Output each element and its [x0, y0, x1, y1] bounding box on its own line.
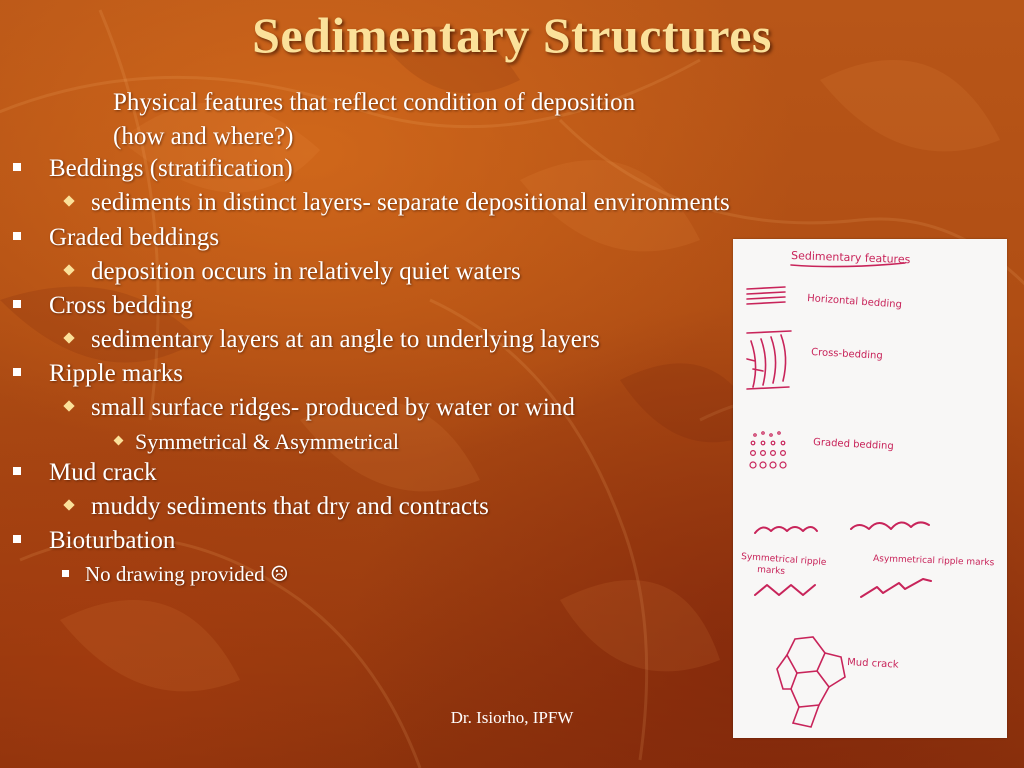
sub-bullet-item — [62, 326, 600, 354]
sketch-heading: Sedimentary features — [790, 249, 911, 267]
sub-bullet-label: No drawing provided ☹ — [85, 562, 289, 586]
diamond-bullet-icon — [114, 436, 124, 446]
bullet-item — [13, 459, 157, 487]
label-mud-crack: Mud crack — [846, 657, 899, 671]
bullet-item — [13, 155, 293, 183]
bullet-item — [13, 292, 193, 320]
slide-footer: Dr. Isiorho, IPFW — [450, 708, 574, 727]
diamond-bullet-icon — [63, 265, 74, 276]
sub-sub-bullet-label: Symmetrical & Asymmetrical — [135, 429, 399, 454]
sub-bullet-label: sediments in distinct layers- separate depositional environments — [91, 189, 730, 216]
sub-bullet-label: sedimentary layers at an angle to underlying layers — [91, 326, 600, 353]
square-bullet-icon — [13, 232, 21, 240]
bullet-label: Graded beddings — [49, 224, 220, 251]
sketch-image — [733, 239, 1007, 738]
diamond-bullet-icon — [63, 333, 74, 344]
bullet-label: Beddings (stratification) — [49, 155, 293, 182]
label-symmetrical-ripple: Symmetrical ripple — [740, 552, 827, 568]
sketch-drawing — [733, 239, 1007, 738]
label-symmetrical-marks: marks — [756, 565, 786, 577]
sub-bullet-label: deposition occurs in relatively quiet waters — [91, 258, 521, 285]
bullet-item — [13, 360, 183, 388]
bullet-label: Bioturbation — [49, 527, 176, 554]
sub-bullet-item — [62, 258, 521, 286]
label-asymmetrical-ripple: Asymmetrical ripple marks — [872, 554, 995, 569]
square-bullet-icon — [62, 570, 69, 577]
diamond-bullet-icon — [63, 401, 74, 412]
square-bullet-icon — [13, 163, 21, 171]
sub-bullet-item — [62, 394, 575, 422]
bullet-label: Ripple marks — [49, 360, 184, 387]
bullet-item — [13, 224, 219, 252]
slide-title: Sedimentary Structures — [252, 7, 772, 63]
bullet-label: Mud crack — [49, 459, 157, 486]
diamond-bullet-icon — [63, 500, 74, 511]
bullet-item — [13, 527, 175, 555]
label-graded-bedding: Graded bedding — [812, 437, 894, 453]
sub-sub-bullet-item — [112, 429, 399, 455]
bullet-label: Cross bedding — [49, 292, 193, 319]
square-bullet-icon — [13, 467, 21, 475]
sub-bullet-item — [62, 189, 730, 217]
square-bullet-icon — [13, 368, 21, 376]
intro-line-2: (how and where?) — [113, 123, 294, 150]
square-bullet-icon — [13, 535, 21, 543]
label-cross-bedding: Cross-bedding — [810, 347, 884, 362]
label-horizontal-bedding: Horizontal bedding — [806, 293, 903, 311]
sub-bullet-item — [62, 493, 489, 521]
sub-bullet-label: muddy sediments that dry and contracts — [91, 493, 489, 520]
square-bullet-icon — [13, 300, 21, 308]
sub-bullet-item — [62, 562, 289, 587]
diamond-bullet-icon — [63, 196, 74, 207]
sub-bullet-label: small surface ridges- produced by water or wind — [91, 394, 575, 421]
intro-line-1: Physical features that reflect condition of deposition — [113, 89, 636, 116]
